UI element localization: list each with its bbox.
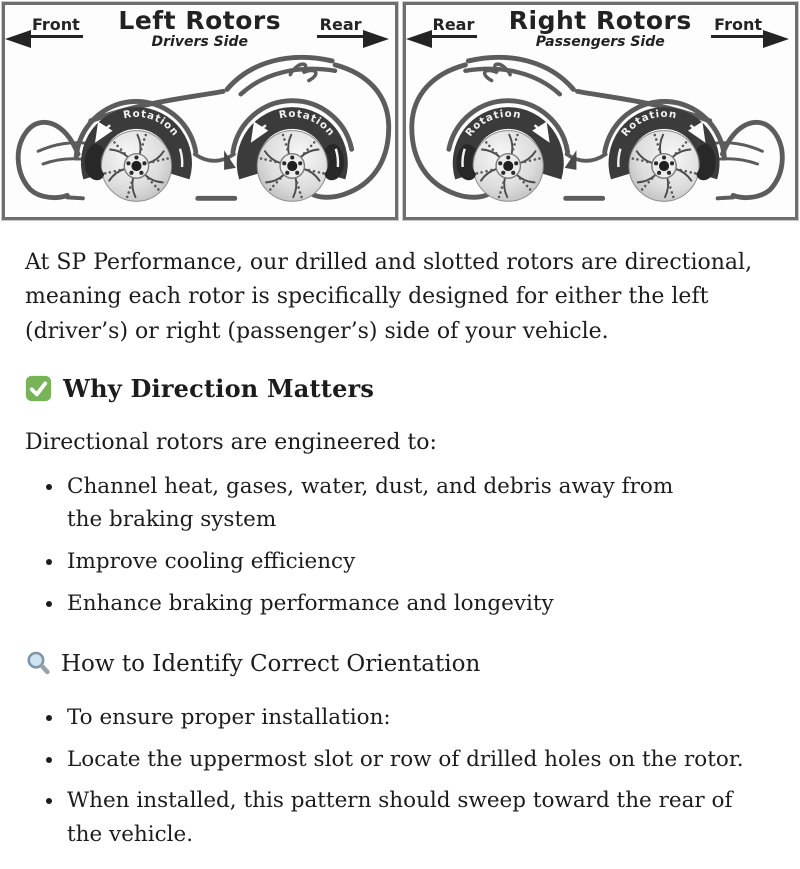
panel-title: Left Rotors — [118, 6, 282, 35]
list-item: • Channel heat, gases, water, dust, and debris away from the braking system — [65, 470, 707, 537]
direction-text: Front — [711, 15, 765, 38]
orientation-steps-list — [25, 701, 770, 851]
heading-text: Why Direction Matters — [63, 373, 375, 403]
left-arrow-icon — [406, 30, 432, 48]
direction-text: Rear — [317, 15, 365, 38]
left-arrow-icon — [5, 30, 31, 48]
intro-paragraph: At SP Performance, our drilled and slotted rotors are directional, meaning each rotor is specifically designed for either the left (driver’s) or right (passenger’s) side of your vehicle. — [25, 250, 753, 344]
right-arrow-icon — [763, 30, 789, 48]
panel-subtitle: Drivers Side — [151, 34, 248, 51]
rotation-label: Rotation — [122, 107, 182, 139]
check-icon — [25, 375, 52, 402]
list-item: • To ensure proper installation: — [65, 701, 770, 735]
list-item: • Enhance braking performance and longevity — [65, 587, 770, 621]
list-item: • When installed, this pattern should sweep toward the rear of the vehicle. — [65, 784, 767, 851]
lead-text: Directional rotors are engineered to: — [25, 429, 437, 455]
direction-text: Rear — [430, 15, 478, 38]
benefits-list — [25, 470, 770, 620]
rotor-direction-diagram — [0, 0, 800, 220]
list-item: • Locate the uppermost slot or row of drilled holes on the rotor. — [65, 743, 770, 777]
left-rotors-panel — [2, 2, 398, 220]
panel-subtitle: Passengers Side — [535, 34, 665, 51]
list-item: • Improve cooling efficiency — [65, 545, 770, 579]
front-direction-label — [29, 15, 83, 38]
panel-title: Right Rotors — [508, 6, 692, 35]
rotation-label: Rotation — [618, 107, 678, 139]
right-arrow-icon — [363, 30, 389, 48]
right-rotors-panel — [403, 2, 799, 220]
rear-direction-label — [430, 15, 478, 38]
magnifier-icon — [25, 650, 52, 677]
rear-direction-label — [317, 15, 365, 38]
article-body — [0, 220, 800, 869]
section-heading-why-direction-matters — [25, 374, 770, 403]
rotation-label: Rotation — [462, 107, 523, 139]
section-heading-how-to-identify — [25, 650, 770, 677]
front-direction-label — [711, 15, 765, 38]
heading-text: How to Identify Correct Orientation — [61, 650, 481, 677]
rotation-label: Rotation — [278, 107, 338, 139]
direction-text: Front — [29, 15, 83, 38]
